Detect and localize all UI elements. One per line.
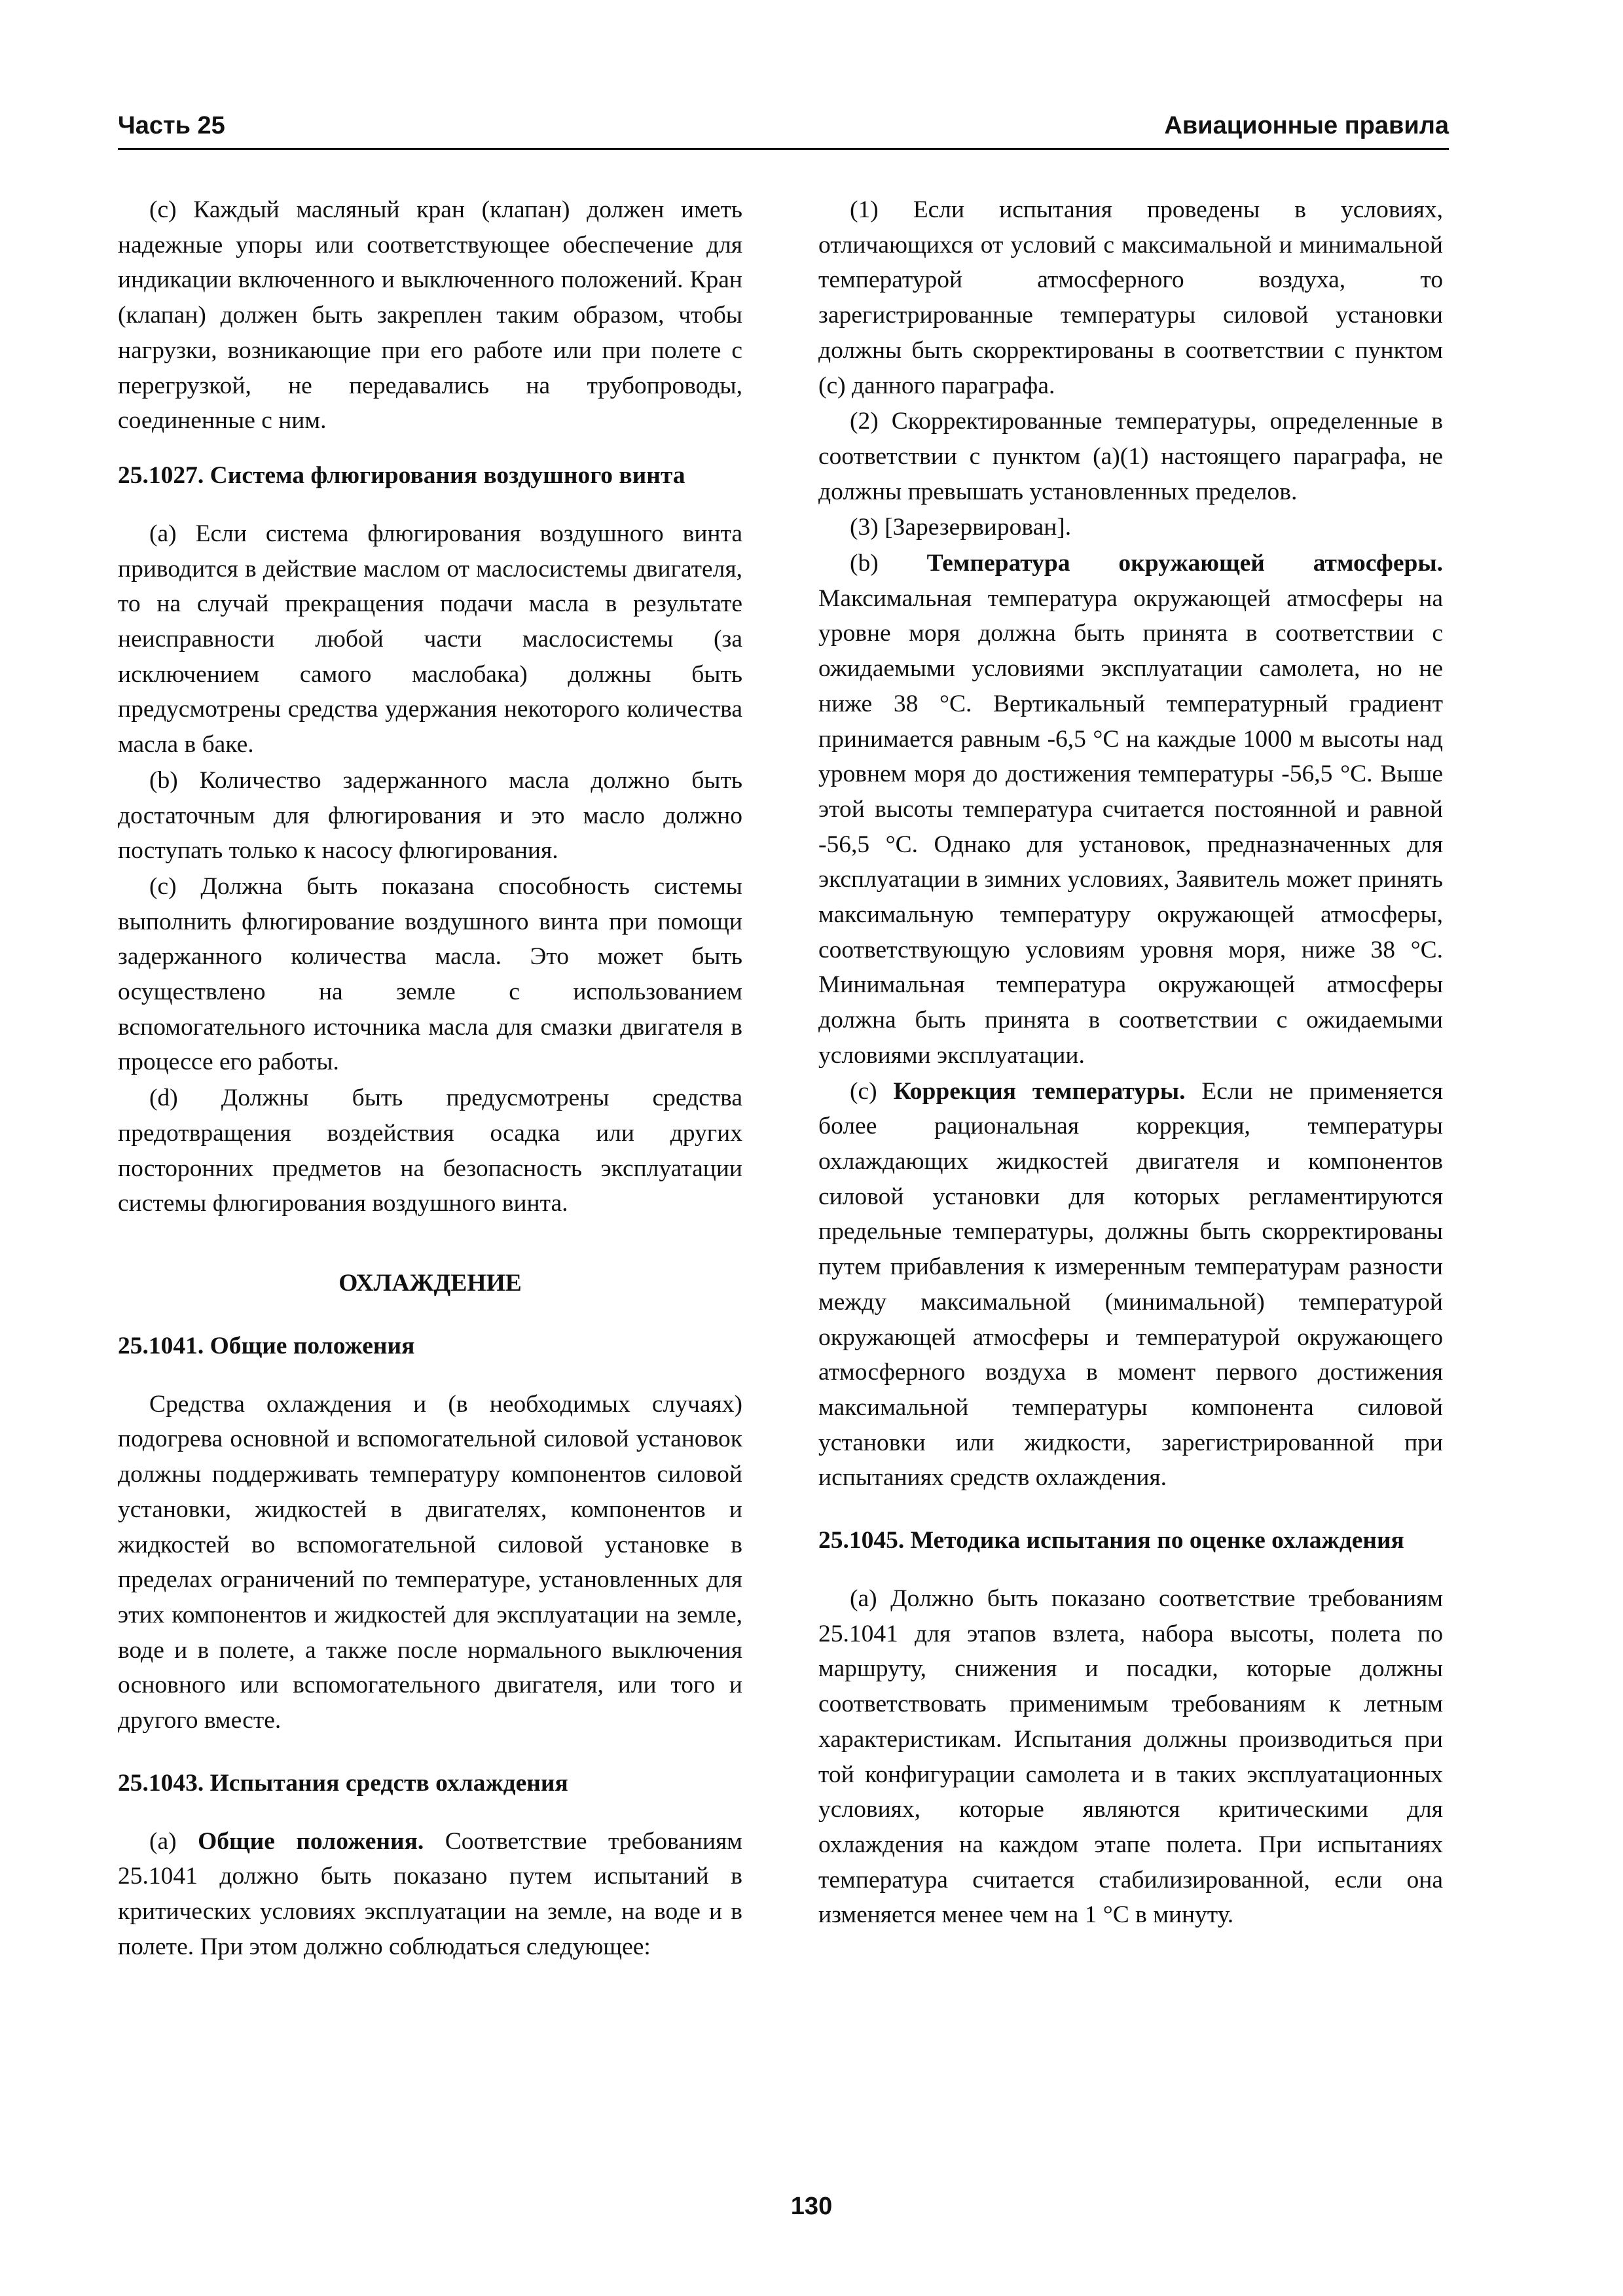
heading-25-1027: 25.1027. Система флюгирования воздушного винта [118,461,685,489]
paragraph-1043-a-label: (a) [149,1827,198,1855]
paragraph-1043-b [818,546,1443,1073]
paragraph-1041: Средства охлаждения и (в необходимых случаях) подогрева основной и вспомогательной силовой установок должны поддерживать температуру компонентов силовой установки, жидкостей в двигателях, компонентов и жидкостей во вспомогательной силовой установке в пределах ограничений по температуре, установленных для этих компонентов и жидкостей для эксплуатации на земле, воде и в полете, а также после нормального выключения основного или вспомогательного двигателя, или того и другого вместе. [118,1390,742,1734]
left-column [118,192,742,1965]
paragraph-1043-c-bold: Коррекция температуры. [893,1077,1186,1105]
heading-25-1041: 25.1041. Общие положения [118,1332,415,1359]
paragraph-1043-a-bold: Общие положения. [198,1827,424,1855]
paragraph-1043-c-text: Если не применяется более рациональная коррекция, температуры охлаждающих жидкостей двигателя и компонентов силовой установки для которых регламентируются предельные температуры, должны быть скорректированы путем прибавления к измеренным температурам разности между максимальной (минимальной) температурой окружающей атмосферы и температурой окружающего атмосферного воздуха в момент первого достижения максимальной температуры компонента силовой установки или жидкости, зарегистрированной при испытаниях средств охлаждения. [818,1077,1443,1492]
paragraph-1027-a: (a) Если система флюгирования воздушного винта приводится в действие маслом от маслосистемы двигателя, то на случай прекращения подачи масла в результате неисправности любой части маслосистемы (за исключением самого маслобака) должны быть предусмотрены средства удержания некоторого количества масла в баке. [118,520,742,759]
paragraph-1045-a: (a) Должно быть показано соответствие требованиям 25.1041 для этапов взлета, набора высоты, полета по маршруту, снижения и посадки, которые должны соответствовать применимым требованиям к летным характеристикам. Испытания должны производиться при той конфигурации самолета и в таких эксплуатационных условиях, которые являются критическими для охлаждения на каждом этапе полета. При испытаниях температура считается стабилизированной, если она изменяется менее чем на 1 °С в минуту. [818,1585,1443,1929]
paragraph-1043-a-2: (2) Скорректированные температуры, определенные в соответствии с пунктом (a)(1) настоящего параграфа, не должны превышать установленных пределов. [818,408,1443,505]
paragraph-1043-a-text: Соответствие требованиям 25.1041 должно быть показано путем испытаний в критических условиях эксплуатации на земле, на воде и в полете. При этом должно соблюдаться следующее: [118,1827,743,1960]
paragraph-1027-d: (d) Должны быть предусмотрены средства предотвращения воздействия осадка или других посторонних предметов на безопасность эксплуатации системы флюгирования воздушного винта. [118,1085,742,1217]
paragraph-1043-a-1: (1) Если испытания проведены в условиях, отличающихся от условий с максимальной и минимальной температурой атмосферного воздуха, то зарегистрированные температуры силовой установки должны быть скорректированы в соответствии с пунктом (с) данного параграфа. [818,196,1443,399]
heading-25-1045: 25.1045. Методика испытания по оценке охлаждения [818,1527,1404,1554]
paragraph-1043-b-text: Максимальная температура окружающей атмосферы на уровне моря должна быть принята в соответствии с ожидаемыми условиями эксплуатации самолета, но не ниже 38 °С. Вертикальный температурный градиент принимается равным -6,5 °С на каждые 1000 м высоты над уровнем моря до достижения температуры -56,5 °С. Выше этой высоты температура считается постоянной и равной -56,5 °С. Однако для установок, предназначенных для эксплуатации в зимних условиях, Заявитель может принять максимальную температуру окружающей атмосферы, соответствующую условиям уровня моря, ниже 38 °С. Минимальная температура окружающей атмосферы должна быть принята в соответствии с ожидаемыми условиями эксплуатации. [818,584,1443,1069]
section-title-cooling: ОХЛАЖДЕНИЕ [338,1269,522,1297]
paragraph-1027-c: (c) Должна быть показана способность системы выполнить флюгирование воздушного винта при помощи задержанного количества масла. Это может быть осуществлено на земле с использованием вспомогательного источника масла для смазки двигателя в процессе его работы. [118,872,742,1076]
header-rule [118,148,1449,150]
paragraph-1027-b: (b) Количество задержанного масла должно быть достаточным для флюгирования и это масло должно поступать только к насосу флюгирования. [118,766,742,865]
header-part-label: Часть 25 [118,112,225,139]
heading-25-1043: 25.1043. Испытания средств охлаждения [118,1769,568,1797]
right-column [818,192,1443,1933]
paragraph-1043-b-label: (b) [850,550,927,577]
paragraph-1043-a-3: (3) [Зарезервирован]. [850,514,1072,541]
paragraph-1043-c-label: (с) [850,1077,894,1105]
paragraph-1043-b-bold: Температура окружающей атмосферы. [926,550,1443,577]
paragraph-1043-a [118,1824,742,1965]
page-number: 130 [790,2193,833,2220]
paragraph-1043-c [818,1074,1443,1496]
paragraph-1025-c: (с) Каждый масляный кран (клапан) должен иметь надежные упоры или соответствующее обеспечение для индикации включенного и выключенного положений. Кран (клапан) должен быть закреплен таким образом, чтобы нагрузки, возникающие при его работе или при полете с перегрузкой, не передавались на трубопроводы, соединенные с ним. [118,196,742,435]
header-title: Авиационные правила [1164,112,1449,139]
